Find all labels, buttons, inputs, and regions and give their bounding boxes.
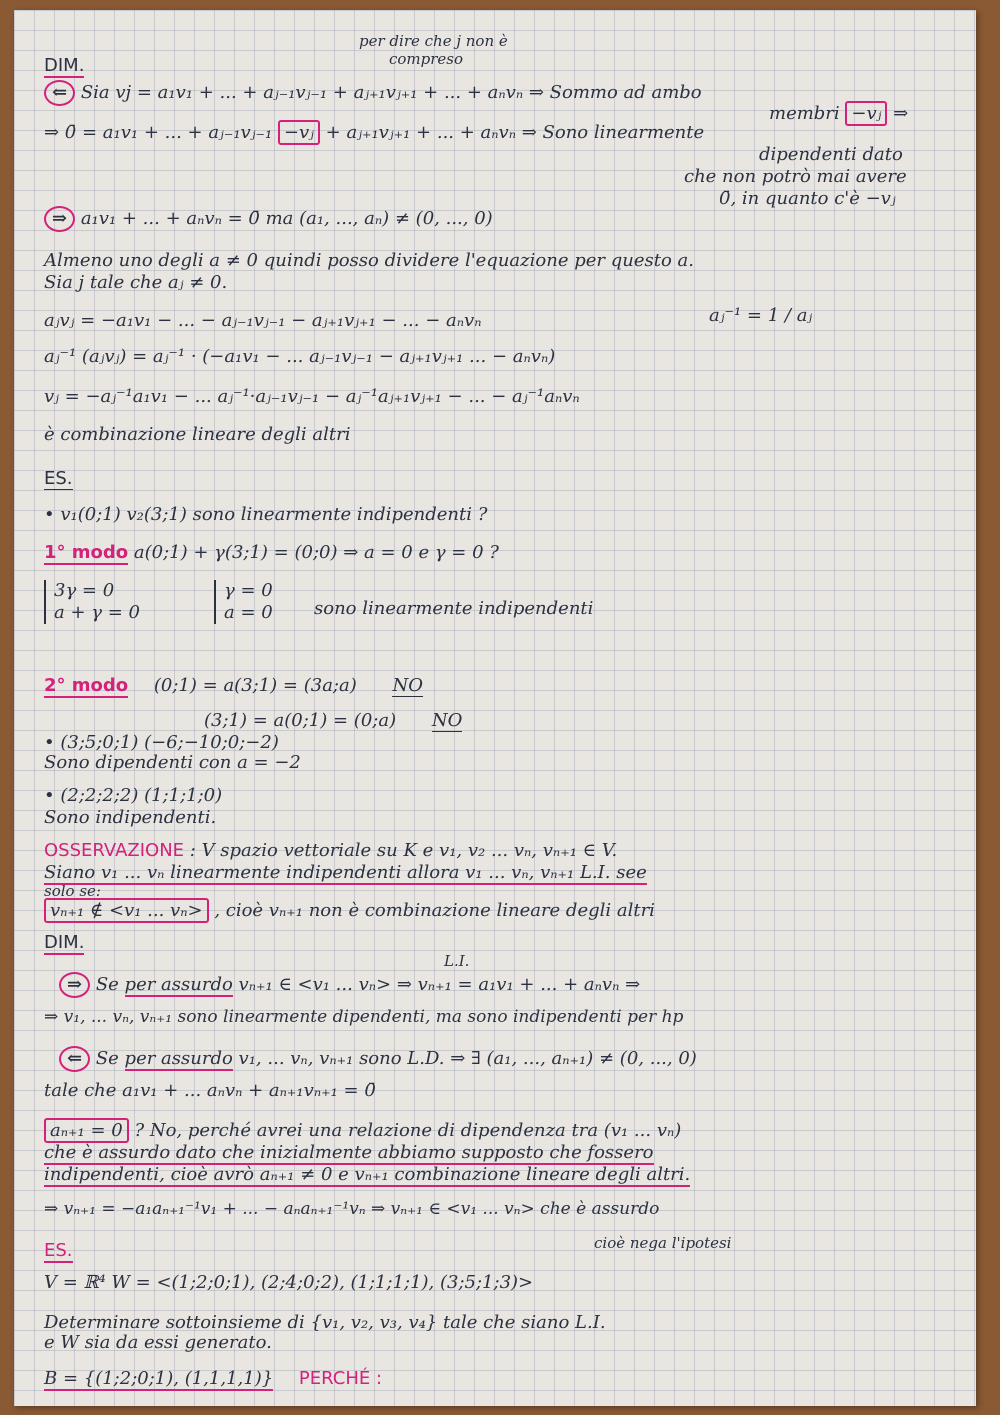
line-7: Almeno uno degli a ≠ 0 quindi posso dividere l'equazione per questo a. bbox=[44, 250, 694, 271]
system-2 bbox=[214, 580, 324, 624]
line-5: 0̄, in quanto c'è −vⱼ bbox=[719, 188, 896, 209]
system-2-eq1: γ = 0 bbox=[224, 580, 273, 601]
line-6-text: a₁v₁ + ... + aₙvₙ = 0̄ ma (a₁, ..., aₙ) ≠ (0, ..., 0) bbox=[80, 208, 493, 229]
line-29 bbox=[44, 1142, 654, 1164]
dim-label: DIM. bbox=[44, 55, 85, 76]
arrow-right-icon-2: ⇒ bbox=[59, 972, 90, 998]
line-11: vⱼ = −aⱼ⁻¹a₁v₁ − ... aⱼ⁻¹·aⱼ₋₁vⱼ₋₁ − aⱼ⁻¹aⱼ₊₁vⱼ₊₁ − ... − aⱼ⁻¹aₙvₙ bbox=[44, 386, 580, 407]
line-26-assurdo: per assurdo bbox=[124, 1048, 233, 1069]
line-32: cioè nega l'ipotesi bbox=[594, 1234, 732, 1252]
line-36 bbox=[44, 1368, 382, 1390]
line-1 bbox=[44, 80, 702, 106]
line-22b: solo se: bbox=[44, 882, 101, 900]
line-23-text: , cioè vₙ₊₁ non è combinazione lineare degli altri bbox=[214, 900, 655, 921]
observation-text: : V spazio vettoriale su K e v₁, v₂ ... vₙ, vₙ₊₁ ∈ V. bbox=[189, 840, 618, 861]
line-12: è combinazione lineare degli altri bbox=[44, 424, 351, 445]
line-8: Sia j tale che aⱼ ≠ 0. bbox=[44, 272, 228, 293]
dim-heading-2 bbox=[44, 932, 84, 954]
system-2-eq2: a = 0 bbox=[224, 602, 273, 623]
membri-text: membri bbox=[769, 103, 840, 124]
line-2-a: ⇒ 0̄ = a₁v₁ + ... + aⱼ₋₁vⱼ₋₁ bbox=[44, 122, 273, 143]
perche-label: PERCHÉ : bbox=[298, 1368, 383, 1389]
modo-1-label: 1° modo bbox=[44, 542, 129, 563]
line-1-b: j = a₁v₁ + ... + aⱼ₋₁vⱼ₋₁ + aⱼ₊₁vⱼ₊₁ + ... + aₙvₙ ⇒ Sommo ad ambo bbox=[125, 82, 702, 103]
arrow-right-icon: ⇒ bbox=[44, 206, 75, 232]
es-heading-1 bbox=[44, 468, 73, 490]
line-15: sono linearmente indipendenti bbox=[314, 598, 594, 619]
observation bbox=[44, 840, 617, 862]
line-16-text: (0;1) = a(3;1) = (3a;a) bbox=[153, 675, 357, 696]
line-26 bbox=[59, 1046, 697, 1072]
es-heading-2 bbox=[44, 1240, 73, 1262]
boxed-condition: vₙ₊₁ ∉ <v₁ ... vₙ> bbox=[44, 898, 209, 923]
line-2-b: + aⱼ₊₁vⱼ₊₁ + ... + aₙvₙ ⇒ Sono linearmente bbox=[325, 122, 705, 143]
es-label-2: ES. bbox=[44, 1240, 73, 1261]
no-label-2: NO bbox=[431, 710, 463, 731]
line-13: • v₁(0;1) v₂(3;1) sono linearmente indipendenti ? bbox=[44, 504, 488, 525]
line-29-text: che è assurdo dato che inizialmente abbiamo supposto che fossero bbox=[44, 1142, 654, 1163]
no-label-1: NO bbox=[392, 675, 423, 696]
note-compreso: compreso bbox=[389, 50, 464, 68]
line-30-text: indipendenti, cioè avrò aₙ₊₁ ≠ 0 e vₙ₊₁ combinazione lineare degli altri. bbox=[44, 1164, 691, 1185]
line-17 bbox=[204, 710, 462, 732]
note-top-j: j non è bbox=[456, 32, 508, 50]
line-10: aⱼ⁻¹ (aⱼvⱼ) = aⱼ⁻¹ · (−a₁v₁ − ... aⱼ₋₁vⱼ₋₁ − aⱼ₊₁vⱼ₊₁ ... − aₙvₙ) bbox=[44, 346, 556, 367]
implies-arrow: ⇒ bbox=[893, 103, 909, 124]
inverse-def: aⱼ⁻¹ = 1 / aⱼ bbox=[709, 305, 813, 326]
line-26-text: v₁, ... vₙ, vₙ₊₁ sono L.D. ⇒ ∃ (a₁, ..., aₙ₊₁) ≠ (0, ..., 0) bbox=[238, 1048, 697, 1069]
line-28 bbox=[44, 1120, 681, 1142]
note-top-text: per dire che bbox=[359, 32, 457, 50]
line-23 bbox=[44, 900, 655, 922]
line-26-se: Se bbox=[95, 1048, 119, 1069]
line-16 bbox=[44, 675, 423, 697]
line-6 bbox=[44, 206, 493, 232]
system-1-eq2: a + γ = 0 bbox=[54, 602, 140, 623]
line-28-text: ? No, perché avrei una relazione di dipendenza tra (v₁ ... vₙ) bbox=[134, 1120, 682, 1141]
arrow-left-icon-2: ⇐ bbox=[59, 1046, 90, 1072]
boxed-minus-vj-2: −vⱼ bbox=[278, 120, 320, 145]
line-3: dipendenti dato bbox=[759, 144, 903, 165]
line-14-text: a(0;1) + γ(3;1) = (0;0) ⇒ a = 0 e γ = 0 ? bbox=[133, 542, 499, 563]
line-1c bbox=[769, 103, 908, 125]
modo-2-label: 2° modo bbox=[44, 675, 129, 696]
system-1-eq1: 3γ = 0 bbox=[54, 580, 115, 601]
line-22-text: Siano v₁ ... vₙ linearmente indipendenti allora v₁ ... vₙ, vₙ₊₁ L.I. see bbox=[44, 862, 647, 883]
line-14 bbox=[44, 542, 499, 564]
line-2 bbox=[44, 122, 704, 144]
line-4: che non potrò mai avere bbox=[684, 166, 907, 187]
line-1-a: Sia v bbox=[80, 82, 126, 103]
line-24-se: Se bbox=[95, 974, 119, 995]
line-21: Sono indipendenti. bbox=[44, 807, 217, 828]
dim-heading-1 bbox=[44, 55, 84, 77]
observation-title: OSSERVAZIONE bbox=[44, 840, 185, 861]
line-35: e W sia da essi generato. bbox=[44, 1332, 272, 1353]
line-20: • (2;2;2;2) (1;1;1;0) bbox=[44, 785, 223, 806]
line-17-text: (3;1) = a(0;1) = (0;a) bbox=[204, 710, 397, 731]
line-24-text: vₙ₊₁ ∈ <v₁ ... vₙ> ⇒ vₙ₊₁ = a₁v₁ + ... + aₙvₙ ⇒ bbox=[238, 974, 641, 995]
line-24-assurdo: per assurdo bbox=[124, 974, 233, 995]
line-9: aⱼvⱼ = −a₁v₁ − ... − aⱼ₋₁vⱼ₋₁ − aⱼ₊₁vⱼ₊₁ − ... − aₙvₙ bbox=[44, 310, 482, 331]
arrow-left-icon: ⇐ bbox=[44, 80, 75, 106]
line-25: ⇒ v₁, ... vₙ, vₙ₊₁ sono linearmente dipendenti, ma sono indipendenti per hp bbox=[44, 1007, 684, 1027]
line-30 bbox=[44, 1164, 690, 1186]
dim-label-2: DIM. bbox=[44, 932, 85, 953]
es-label-1: ES. bbox=[44, 468, 73, 489]
boxed-minus-vj-1: −vⱼ bbox=[845, 101, 887, 126]
line-19: Sono dipendenti con a = −2 bbox=[44, 752, 301, 773]
line-22 bbox=[44, 862, 647, 884]
line-34: Determinare sottoinsieme di {v₁, v₂, v₃, v₄} tale che siano L.I. bbox=[44, 1312, 606, 1333]
line-24 bbox=[59, 972, 640, 998]
line-18: • (3;5;0;1) (−6;−10;0;−2) bbox=[44, 732, 279, 753]
line-31: ⇒ vₙ₊₁ = −a₁aₙ₊₁⁻¹v₁ + ... − aₙaₙ₊₁⁻¹vₙ ⇒ vₙ₊₁ ∈ <v₁ ... vₙ> che è assurdo bbox=[44, 1199, 660, 1219]
basis-text: B = {(1;2;0;1), (1,1,1,1)} bbox=[44, 1368, 274, 1389]
boxed-an1-zero: aₙ₊₁ = 0 bbox=[44, 1118, 129, 1143]
notebook-page bbox=[14, 10, 976, 1406]
li-note: L.I. bbox=[444, 952, 470, 970]
line-33: V = ℝ⁴ W = <(1;2;0;1), (2;4;0;2), (1;1;1;1), (3;5;1;3)> bbox=[44, 1272, 534, 1293]
line-27: tale che a₁v₁ + ... aₙvₙ + aₙ₊₁vₙ₊₁ = 0̄ bbox=[44, 1080, 376, 1101]
